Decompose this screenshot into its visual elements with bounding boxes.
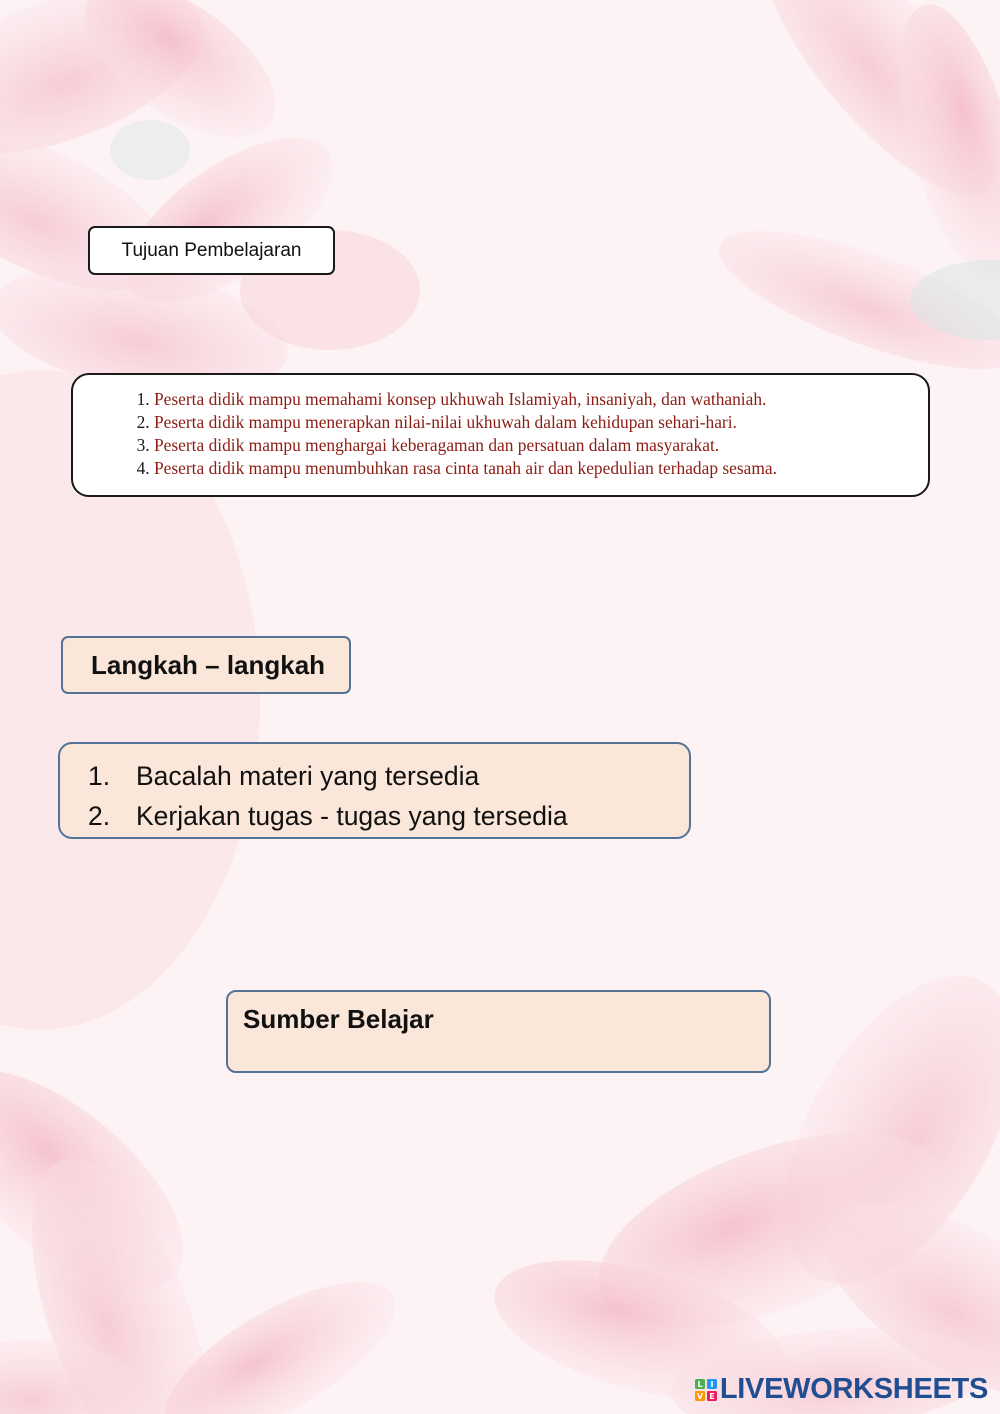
svg-text:I: I <box>710 1379 714 1389</box>
objectives-heading <box>88 226 335 275</box>
liveworksheets-footer[interactable] <box>694 1373 988 1406</box>
objectives-heading-text: Tujuan Pembelajaran <box>121 239 302 261</box>
flower-top-left <box>0 0 420 415</box>
steps-heading <box>61 636 351 694</box>
objective-item: 1. Peserta didik mampu memahami konsep ukhuwah Islamiyah, insaniyah, dan wathaniah. <box>154 388 928 411</box>
svg-text:L: L <box>697 1379 703 1389</box>
step-text: Kerjakan tugas - tugas yang tersedia <box>136 801 568 831</box>
flower-bottom-left <box>0 1030 418 1414</box>
step-number: 2. <box>88 801 111 831</box>
objectives-panel <box>71 373 930 497</box>
steps-list <box>88 756 689 836</box>
step-item <box>88 756 689 796</box>
step-text: Bacalah materi yang tersedia <box>136 761 480 791</box>
objective-item: 4. Peserta didik mampu menumbuhkan rasa cinta tanah air dan kepedulian terhadap sesama. <box>154 457 928 480</box>
step-number: 1. <box>88 761 111 791</box>
steps-panel <box>58 742 691 839</box>
learning-sources-heading: Sumber Belajar <box>243 1004 434 1034</box>
objectives-list <box>123 388 928 480</box>
objective-item: 3. Peserta didik mampu menghargai keberagaman dan persatuan dalam masyarakat. <box>154 434 928 457</box>
objective-item: 2. Peserta didik mampu menerapkan nilai-nilai ukhuwah dalam kehidupan sehari-hari. <box>154 411 928 434</box>
flower-top-right <box>704 0 1000 397</box>
svg-text:V: V <box>696 1391 703 1401</box>
liveworksheets-brand: LIVEWORKSHEETS <box>719 1373 988 1405</box>
step-item <box>88 796 689 836</box>
liveworksheets-logo-icon <box>694 1378 718 1402</box>
svg-text:E: E <box>709 1391 715 1401</box>
learning-sources-panel <box>226 990 771 1073</box>
steps-heading-text: Langkah – langkah <box>91 649 326 680</box>
